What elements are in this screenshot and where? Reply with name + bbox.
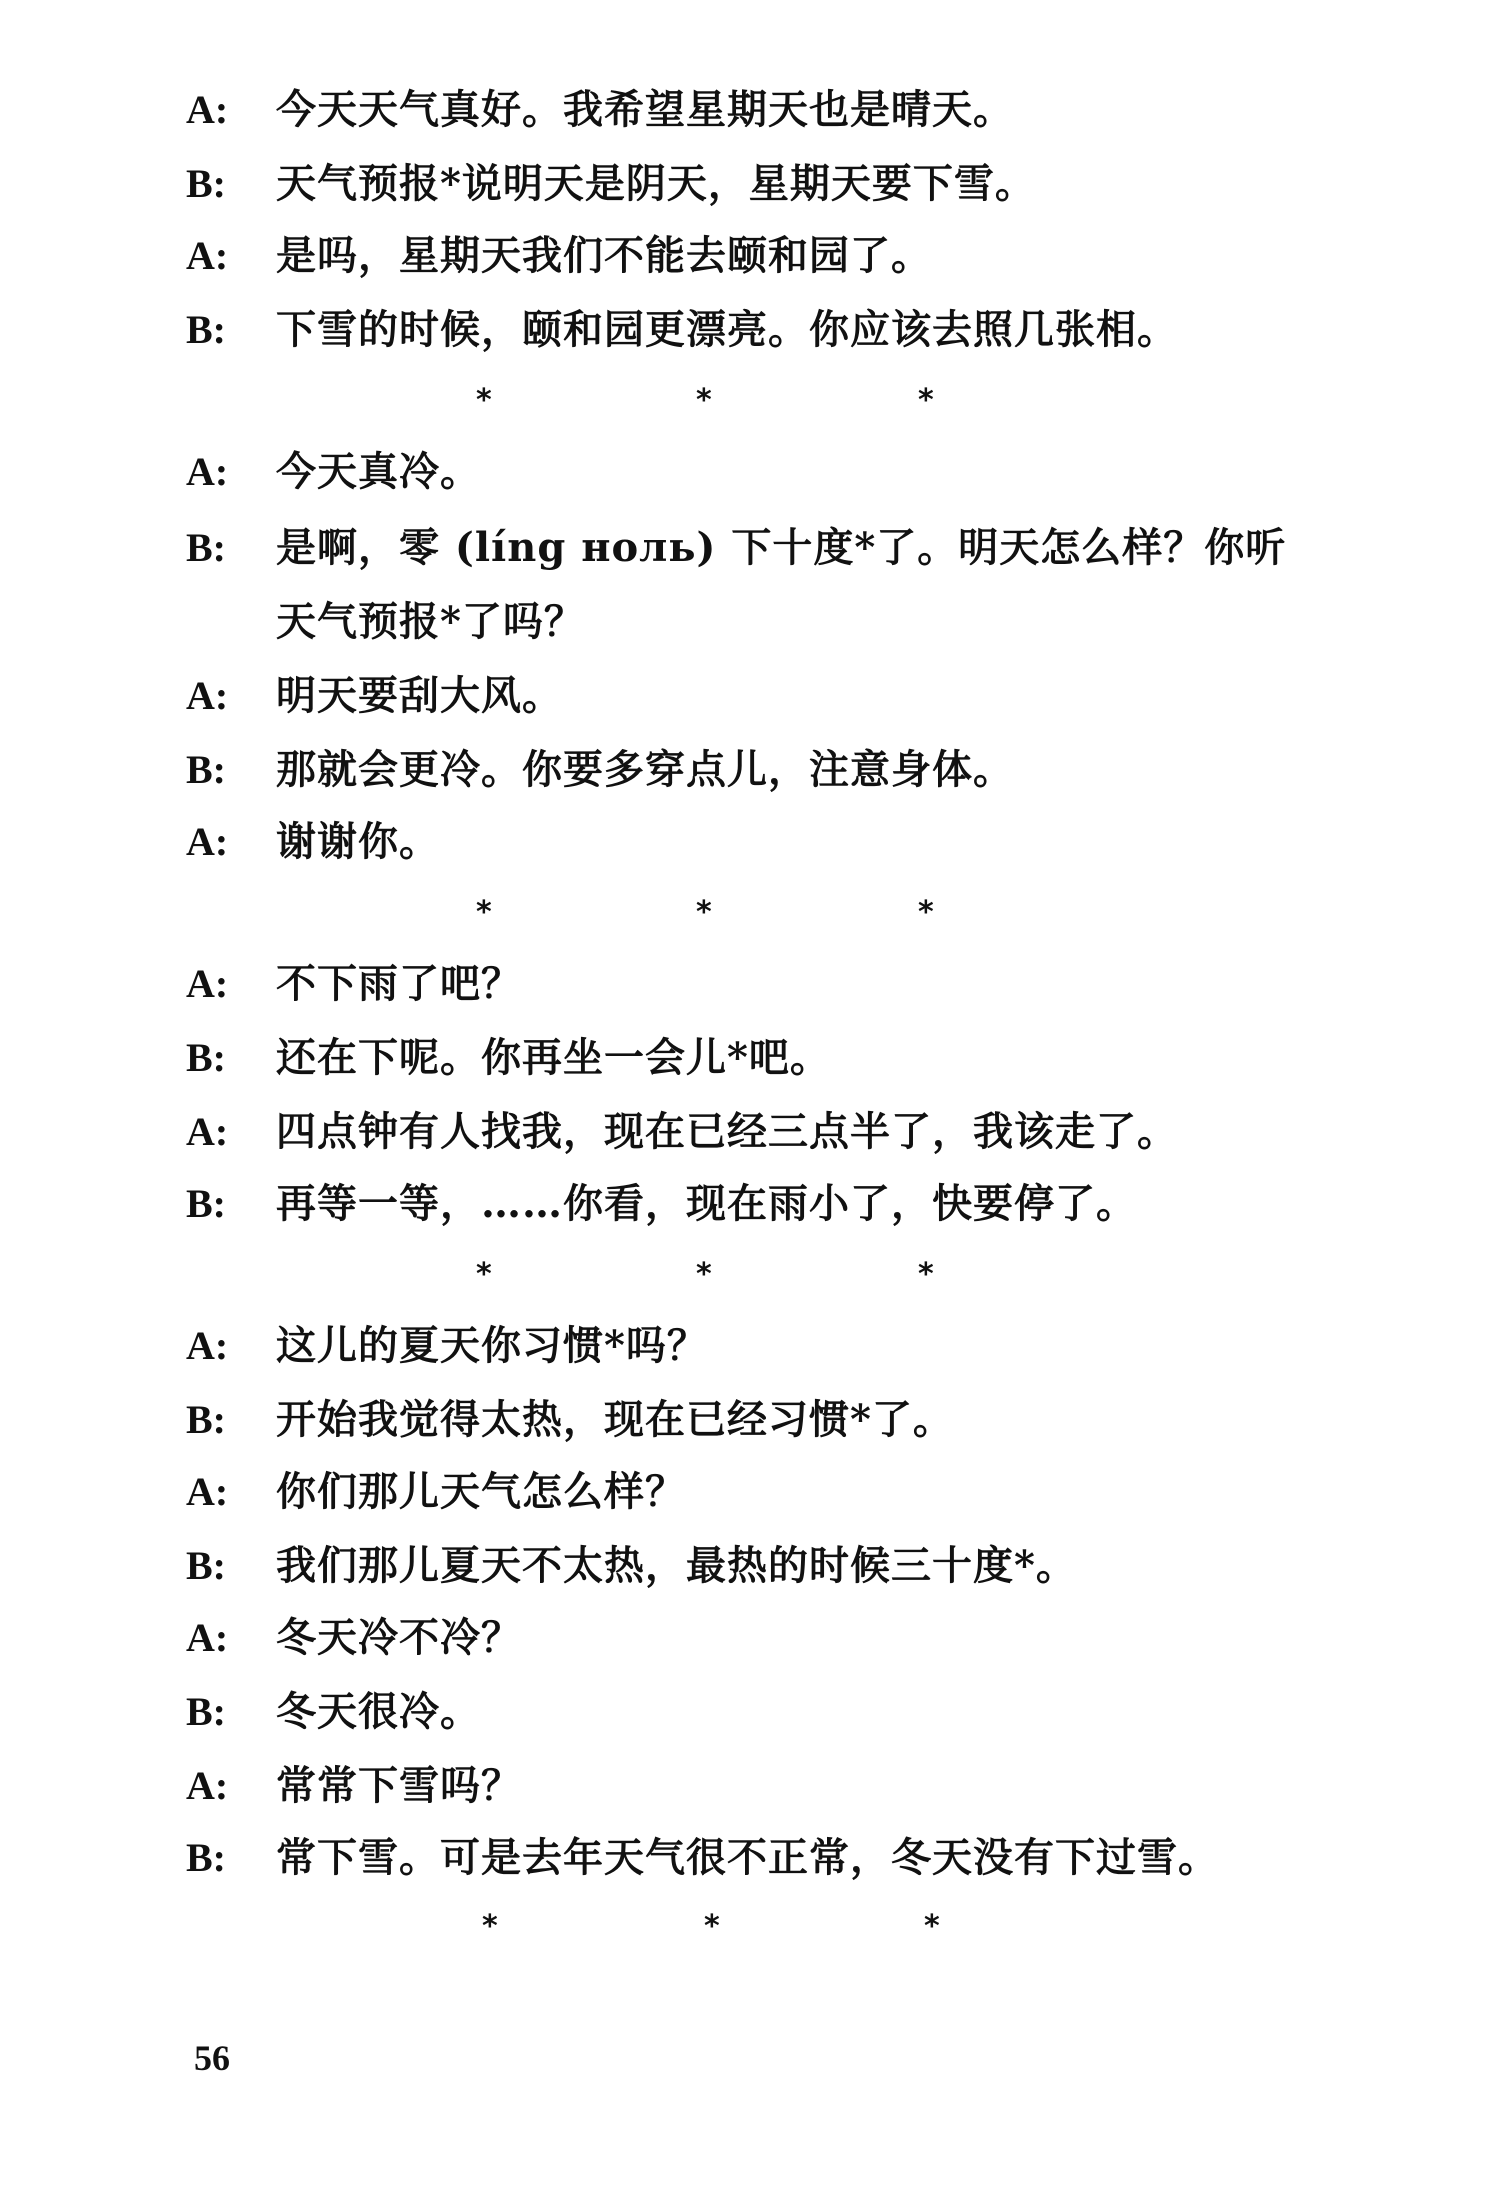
dialogue-line — [186, 1834, 1219, 1882]
line-text: 是啊，零 (líng ноль) 下十度*了。明天怎么样？你听 — [276, 524, 1287, 571]
separator-asterisk: * — [696, 895, 712, 930]
dialogue-line — [186, 1468, 686, 1516]
line-text: 冬天很冷。 — [276, 1688, 481, 1735]
dialogue-line — [186, 1322, 708, 1370]
line-text: 还在下呢。你再坐一会儿*吧。 — [276, 1034, 831, 1081]
dialogue-line — [186, 1396, 954, 1444]
speaker-label: A: — [186, 1109, 229, 1154]
line-text: 你们那儿天气怎么样？ — [276, 1468, 686, 1515]
dialogue-line — [186, 1614, 522, 1662]
dialogue-line — [186, 818, 440, 866]
dialogue-line — [186, 746, 1014, 794]
line-text: 今天天气真好。我希望星期天也是晴天。 — [276, 86, 1014, 133]
line-text: 谢谢你。 — [276, 818, 440, 865]
line-text: 四点钟有人找我，现在已经三点半了，我该走了。 — [276, 1108, 1178, 1155]
dialogue-line — [186, 448, 481, 496]
speaker-label: A: — [186, 961, 229, 1006]
speaker-label: A: — [186, 819, 229, 864]
speaker-label: B: — [186, 307, 226, 352]
dialogue-line — [186, 160, 1036, 208]
separator-asterisk: * — [482, 1909, 498, 1944]
speaker-label: A: — [186, 449, 229, 494]
line-text: 下雪的时候，颐和园更漂亮。你应该去照几张相。 — [276, 306, 1178, 353]
separator-asterisk: * — [918, 383, 934, 418]
speaker-label: A: — [186, 1323, 229, 1368]
separator-asterisk: * — [696, 383, 712, 418]
separator-asterisk: * — [476, 383, 492, 418]
dialogue-line — [186, 1542, 1077, 1590]
separator-asterisk: * — [696, 1257, 712, 1292]
line-text: 常下雪。可是去年天气很不正常，冬天没有下过雪。 — [276, 1834, 1219, 1881]
dialogue-line — [186, 1034, 831, 1082]
separator-asterisk: * — [704, 1909, 720, 1944]
dialogue-line — [186, 1762, 522, 1810]
speaker-label: B: — [186, 161, 226, 206]
separator-asterisk: * — [476, 1257, 492, 1292]
line-text: 那就会更冷。你要多穿点儿，注意身体。 — [276, 746, 1014, 793]
line-text: 冬天冷不冷？ — [276, 1614, 522, 1661]
dialogue-line — [186, 672, 563, 720]
line-continuation: 天气预报*了吗？ — [276, 598, 585, 645]
speaker-label: B: — [186, 1035, 226, 1080]
line-text: 再等一等，……你看，现在雨小了，快要停了。 — [276, 1180, 1137, 1227]
speaker-label: A: — [186, 1615, 229, 1660]
section-separator — [0, 1909, 1488, 1944]
separator-asterisk: * — [918, 1257, 934, 1292]
dialogue-line — [186, 306, 1178, 354]
speaker-label: B: — [186, 525, 226, 570]
line-text: 天气预报*说明天是阴天，星期天要下雪。 — [276, 160, 1036, 207]
speaker-label: B: — [186, 1397, 226, 1442]
separator-asterisk: * — [476, 895, 492, 930]
speaker-label: A: — [186, 1469, 229, 1514]
speaker-label: A: — [186, 1763, 229, 1808]
section-separator — [0, 383, 1488, 418]
section-separator — [0, 1257, 1488, 1292]
dialogue-line — [186, 232, 932, 280]
speaker-label: A: — [186, 233, 229, 278]
line-text: 常常下雪吗？ — [276, 1762, 522, 1809]
speaker-label: B: — [186, 1181, 226, 1226]
dialogue-line — [186, 1108, 1178, 1156]
dialogue-line — [186, 960, 522, 1008]
line-text: 是吗，星期天我们不能去颐和园了。 — [276, 232, 932, 279]
speaker-label: A: — [186, 87, 229, 132]
separator-asterisk: * — [918, 895, 934, 930]
dialogue-line — [186, 1180, 1137, 1228]
line-text: 这儿的夏天你习惯*吗？ — [276, 1322, 708, 1369]
speaker-label: B: — [186, 1543, 226, 1588]
speaker-label: B: — [186, 1689, 226, 1734]
line-text: 今天真冷。 — [276, 448, 481, 495]
line-text: 明天要刮大风。 — [276, 672, 563, 719]
line-text: 开始我觉得太热，现在已经习惯*了。 — [276, 1396, 954, 1443]
speaker-label: B: — [186, 747, 226, 792]
line-text: 不下雨了吧？ — [276, 960, 522, 1007]
line-text: 我们那儿夏天不太热，最热的时候三十度*。 — [276, 1542, 1077, 1589]
dialogue-line — [186, 86, 1014, 134]
page-number: 56 — [194, 2038, 230, 2078]
dialogue-line — [186, 1688, 481, 1736]
speaker-label: B: — [186, 1835, 226, 1880]
speaker-label: A: — [186, 673, 229, 718]
separator-asterisk: * — [924, 1909, 940, 1944]
dialogue-line — [186, 524, 1286, 572]
section-separator — [0, 895, 1488, 930]
